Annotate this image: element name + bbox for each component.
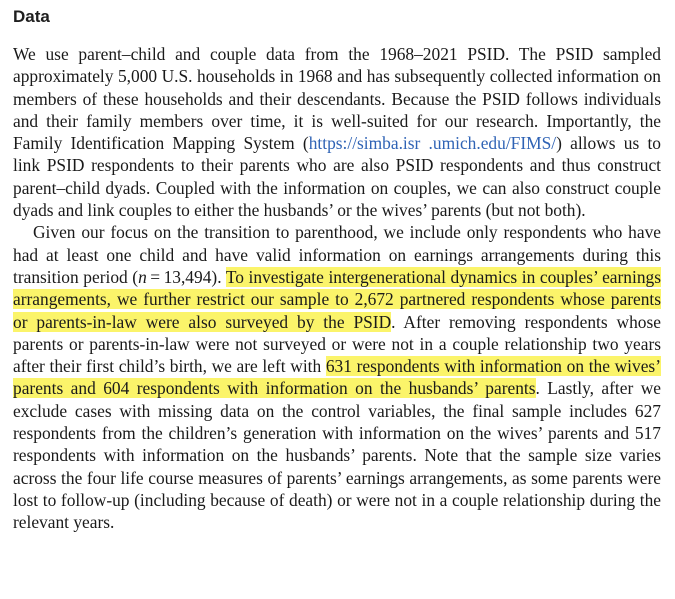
paragraph-2: [13, 221, 661, 533]
section-heading: Data: [13, 7, 50, 26]
paragraph-1: [13, 43, 661, 221]
paragraph-2-text-part2: ).: [211, 266, 226, 287]
highlight-respondent-counts: 631 respondents with information on the wives’ parents and 604 respondents with information on the husbands’ parents: [13, 356, 661, 399]
paragraph-2-text-part1: Given our focus on the transition to parenthood, we include only respondents who have had at least one child and have valid information on earnings arrangements during this transition period (: [13, 222, 661, 287]
n-symbol: n: [138, 266, 147, 287]
paragraph-1-text-start: We use parent–child and couple data from the 1968–2021 PSID. The PSID sampled approximately 5,000 U.S. households in 1968 and has subsequently collected information on members of these households and their descendants. Because the PSID follows individuals and their family members over time, it is well-suited for our research. Importantly, the Family Identification Mapping System (: [13, 44, 661, 154]
fims-link[interactable]: https://simba.isr .umich.edu/FIMS/: [308, 133, 557, 154]
paragraph-1-text-end: ) allows us to link PSID respondents to their parents who are also PSID respondents and thus construct parent–child dyads. Coupled with the information on couples, we can also construct couple dyads and link couples to either the husbands’ or the wives’ parents (but not both).: [13, 133, 661, 221]
highlight-sample-restriction: To investigate intergenerational dynamics in couples’ earnings arrangements, we further restrict our sample to 2,672 partnered respondents whose parents or parents-in-law were also surveyed by the PSID: [13, 266, 661, 332]
n-value: = 13,494: [146, 266, 212, 287]
paragraph-2-text-part4: . Lastly, after we exclude cases with missing data on the control variables, the final sample includes 627 respondents from the children’s generation with information on the wives’ parents and 517 respondents with information on the husbands’ parents. Note that the sample size varies across the four life course measures of parents’ earnings arrangements, as some parents were lost to follow-up (including because of death) or were not in a couple relationship during the relevant years.: [13, 378, 661, 533]
paragraph-2-text-part3: . After removing respondents whose parents or parents-in-law were not surveyed or were not in a couple relationship two years after their first child’s birth, we are left with: [13, 311, 661, 377]
